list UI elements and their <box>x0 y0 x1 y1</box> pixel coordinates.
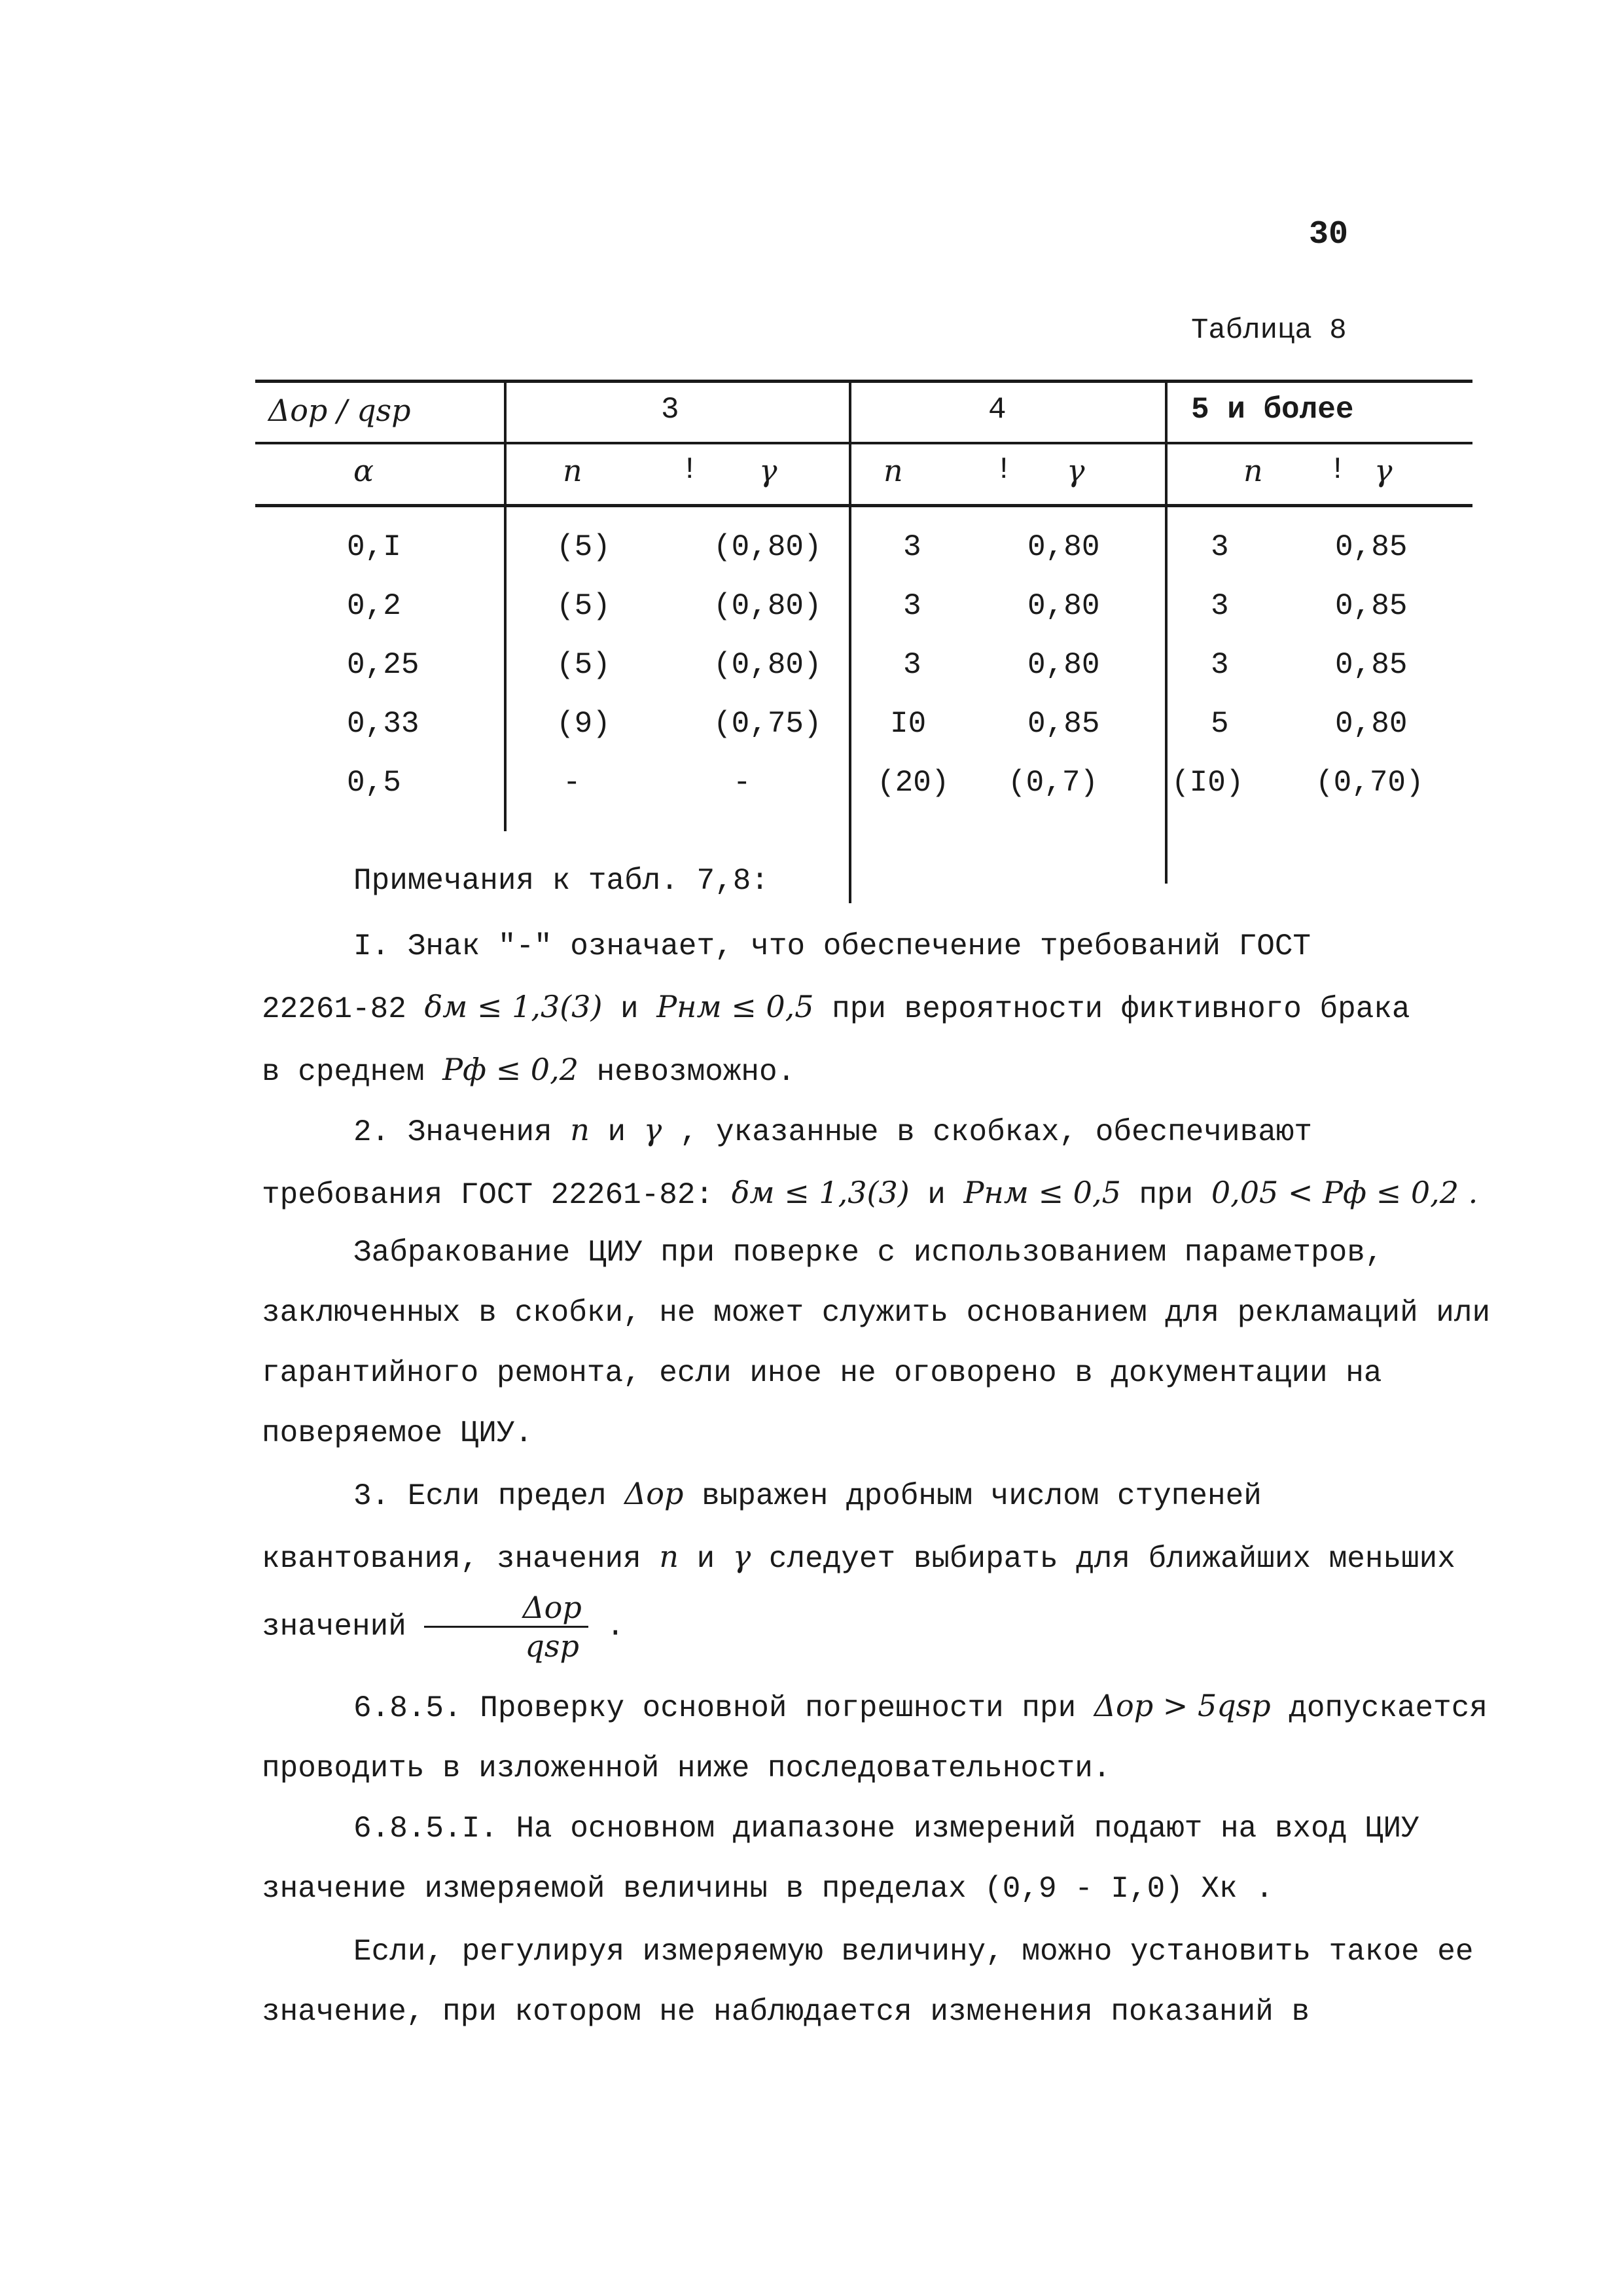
table-divider-2 <box>849 380 851 903</box>
cell-g4: 0,85 <box>1027 707 1100 741</box>
note-2-formula-pf: 0,05 < Pф ≤ 0,2 . <box>1211 1175 1478 1210</box>
sep-5: ! <box>1329 453 1347 487</box>
note-1-and: и <box>620 992 639 1026</box>
note-2-brackets: , указанные в скобках, обеспечивают <box>679 1115 1313 1149</box>
cell-g5: 0,80 <box>1335 707 1408 741</box>
paragraph-6-8-5-1 <box>262 1799 1492 1919</box>
group-header-3: 3 <box>661 393 679 427</box>
cell-g4: 0,80 <box>1027 648 1100 682</box>
cell-g3: (0,80) <box>713 530 822 564</box>
cell-alpha: 0,33 <box>347 707 419 741</box>
notes-title: Примечания к табл. 7,8: <box>353 864 769 898</box>
sub-n-4: n <box>883 453 903 488</box>
table-top-rule <box>255 380 1472 383</box>
note-3-period: . <box>606 1609 625 1644</box>
note-1-formula-p: Pнм ≤ 0,5 <box>656 989 814 1024</box>
note-3-delta: Δор <box>624 1476 684 1511</box>
note-1-rest: при вероятности фиктивного брака <box>832 992 1410 1026</box>
reject-paragraph: Забракование ЦИУ при поверке с использованием параметров, заключенных в скобки, не может служить основанием для рекламаций или гарантийного ремонта, если иное не оговорено в документации на поверяемое ЦИУ. <box>262 1236 1491 1450</box>
note-2-gamma: γ <box>643 1112 662 1147</box>
note-2-gost: требования ГОСТ 22261-82: <box>262 1178 714 1212</box>
note-2-formula-delta: δм ≤ 1,3(3) <box>731 1175 910 1210</box>
note-1-formula-pf: Pф ≤ 0,2 <box>442 1052 579 1087</box>
fraction-denominator: qsр <box>525 1628 579 1664</box>
note-3-and: и <box>696 1542 715 1576</box>
cell-g5: 0,85 <box>1335 589 1408 623</box>
note-2-n: n <box>570 1112 590 1147</box>
cell-n4: I0 <box>890 707 927 741</box>
note-3-start: 3. Если предел <box>353 1479 607 1513</box>
note-1-avg: в среднем <box>262 1055 425 1089</box>
fraction-numerator: Δор <box>424 1589 588 1628</box>
table-header-rule <box>255 442 1472 444</box>
p685-start: 6.8.5. Проверку основной погрешности при <box>353 1691 1077 1725</box>
note-1-line-1: I. Знак "-" означает, что обеспечение требований ГОСТ <box>353 929 1311 963</box>
note-2-formula-p: Pнм ≤ 0,5 <box>963 1175 1121 1210</box>
cell-g5: 0,85 <box>1335 530 1408 564</box>
cell-alpha: 0,I <box>347 530 401 564</box>
table-divider-3 <box>1165 380 1168 884</box>
corner-top: Δор / qsр <box>268 393 411 428</box>
cell-g4: (0,7) <box>1008 766 1099 800</box>
note-2-and: и <box>607 1115 626 1149</box>
table-subheader-rule <box>255 504 1472 507</box>
note-3-end-text: следует выбирать для ближайших меньших значений <box>262 1542 1455 1644</box>
page-number: 30 <box>1309 216 1349 253</box>
sep-4: ! <box>995 453 1013 487</box>
cell-n3: (5) <box>556 589 611 623</box>
note-1-gost: 22261-82 <box>262 992 406 1026</box>
cell-n5: 5 <box>1211 707 1229 741</box>
cell-n5: 3 <box>1211 648 1229 682</box>
note-3 <box>262 1463 1492 1664</box>
note-3-gamma: γ <box>732 1539 751 1574</box>
cell-alpha: 0,25 <box>347 648 419 682</box>
sub-n-5: n <box>1243 453 1263 488</box>
sub-gamma-5: γ <box>1374 453 1393 488</box>
note-2 <box>262 1100 1492 1225</box>
cell-n4: 3 <box>903 648 921 682</box>
cell-n4: 3 <box>903 530 921 564</box>
cell-g3: - <box>733 766 751 800</box>
note-3-fraction <box>424 1589 588 1664</box>
note-1-impossible: невозможно. <box>596 1055 796 1089</box>
sub-gamma-3: γ <box>759 453 777 488</box>
cell-g5: 0,85 <box>1335 648 1408 682</box>
cell-n3: - <box>563 766 581 800</box>
cell-g3: (0,75) <box>713 707 822 741</box>
cell-n3: (9) <box>556 707 611 741</box>
note-3-mid: выражен дробным числом ступеней квантования, значения <box>262 1479 1262 1576</box>
cell-n5: 3 <box>1211 530 1229 564</box>
paragraph-6-8-5 <box>262 1676 1492 1799</box>
p685-end: допускается проводить в изложенной ниже последовательности. <box>262 1691 1488 1785</box>
note-2-start: 2. Значения <box>353 1115 552 1149</box>
sep-3: ! <box>681 453 699 487</box>
note-1 <box>262 916 1492 1102</box>
cell-g4: 0,80 <box>1027 589 1100 623</box>
cell-n4: 3 <box>903 589 921 623</box>
table-divider-1b <box>504 556 507 831</box>
p6851-text: 6.8.5.I. На основном диапазоне измерений подают на вход ЦИУ значение измеряемой величины в пределах (0,9 - I,0) Xк . <box>262 1812 1419 1906</box>
cell-alpha: 0,5 <box>347 766 401 800</box>
cell-n5: 3 <box>1211 589 1229 623</box>
table-caption: Таблица 8 <box>1191 314 1347 347</box>
table-8 <box>255 380 1472 903</box>
cell-g3: (0,80) <box>713 589 822 623</box>
group-header-5: 5 и более <box>1191 393 1354 427</box>
note-2-pri: при <box>1139 1178 1194 1212</box>
cell-n3: (5) <box>556 648 611 682</box>
group-header-4: 4 <box>988 393 1007 427</box>
cell-n3: (5) <box>556 530 611 564</box>
p685-formula: Δор > 5qsр <box>1094 1688 1271 1723</box>
last-paragraph: Если, регулируя измеряемую величину, можно установить такое ее значение, при котором не наблюдается изменения показаний в <box>262 1935 1474 2029</box>
cell-g3: (0,80) <box>713 648 822 682</box>
cell-n4: (20) <box>877 766 950 800</box>
cell-g5: (0,70) <box>1315 766 1424 800</box>
corner-bottom: α <box>353 453 374 488</box>
cell-n5: (I0) <box>1171 766 1244 800</box>
cell-alpha: 0,2 <box>347 589 401 623</box>
sub-gamma-4: γ <box>1067 453 1085 488</box>
table-divider-1a <box>504 380 507 556</box>
sub-n-3: n <box>563 453 582 488</box>
cell-g4: 0,80 <box>1027 530 1100 564</box>
note-2-and-2: и <box>927 1178 946 1212</box>
note-1-formula-delta: δм ≤ 1,3(3) <box>424 989 603 1024</box>
note-3-n: n <box>659 1539 679 1574</box>
